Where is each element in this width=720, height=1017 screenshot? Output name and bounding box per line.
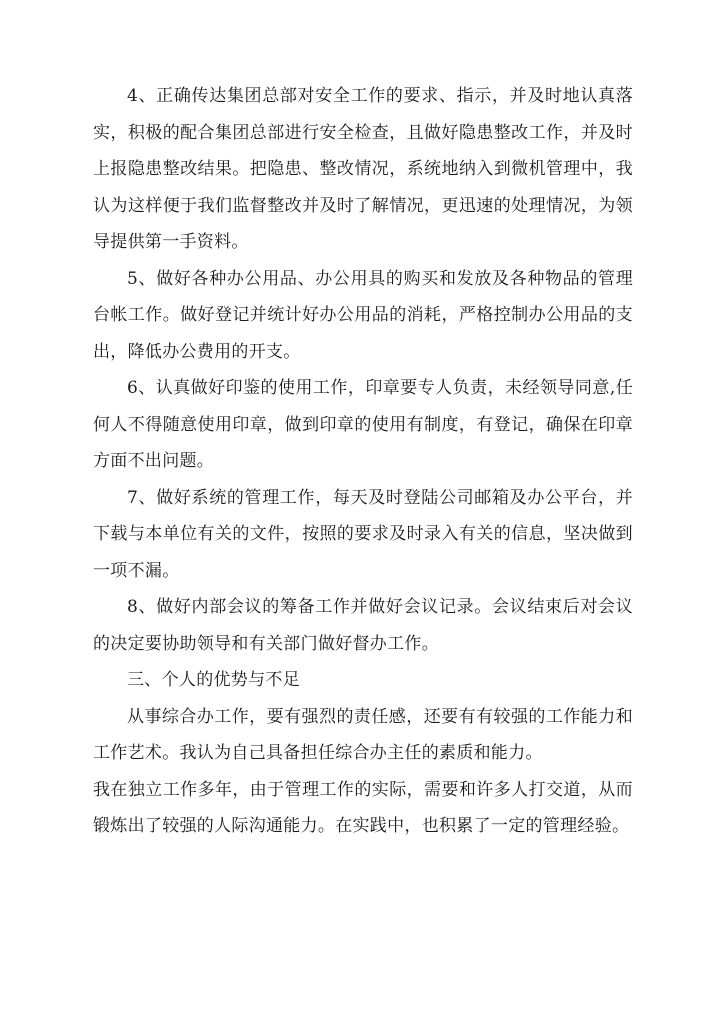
paragraph-item-4: 4、正确传达集团总部对安全工作的要求、指示，并及时地认真落实，积极的配合集团总部进行安全检查，且做好隐患整改工作，并及时上报隐患整改结果。把隐患、整改情况，系统地纳入到微机管理中，我认为这样便于我们监督整改并及时了解情况，更迅速的处理情况，为领导提供第一手资料。 <box>93 86 633 252</box>
document-body <box>93 78 633 845</box>
paragraph-item-5: 5、做好各种办公用品、办公用具的购买和发放及各种物品的管理台帐工作。做好登记并统计好办公用品的消耗，严格控制办公用品的支出，降低办公费用的开支。 <box>93 268 633 362</box>
paragraph-item-6: 6、认真做好印鉴的使用工作，印章要专人负责，未经领导同意,任何人不得随意使用印章，做到印章的使用有制度，有登记，确保在印章方面不出问题。 <box>93 378 633 471</box>
paragraph-item-7: 7、做好系统的管理工作，每天及时登陆公司邮箱及办公平台，并下载与本单位有关的文件，按照的要求及时录入有关的信息，坚决做到一项不漏。 <box>93 487 633 581</box>
paragraph-item-8: 8、做好内部会议的筹备工作并做好会议记录。会议结束后对会议的决定要协助领导和有关部门做好督办工作。 <box>93 597 633 654</box>
section-heading: 三、个人的优势与不足 <box>127 670 300 690</box>
paragraph-responsibility: 从事综合办工作，要有强烈的责任感，还要有有较强的工作能力和工作艺术。我认为自己具备担任综合办主任的素质和能力。 <box>93 706 633 763</box>
paragraph-experience: 我在独立工作多年，由于管理工作的实际，需要和许多人打交道，从而锻炼出了较强的人际沟通能力。在实践中，也积累了一定的管理经验。 <box>93 779 633 836</box>
